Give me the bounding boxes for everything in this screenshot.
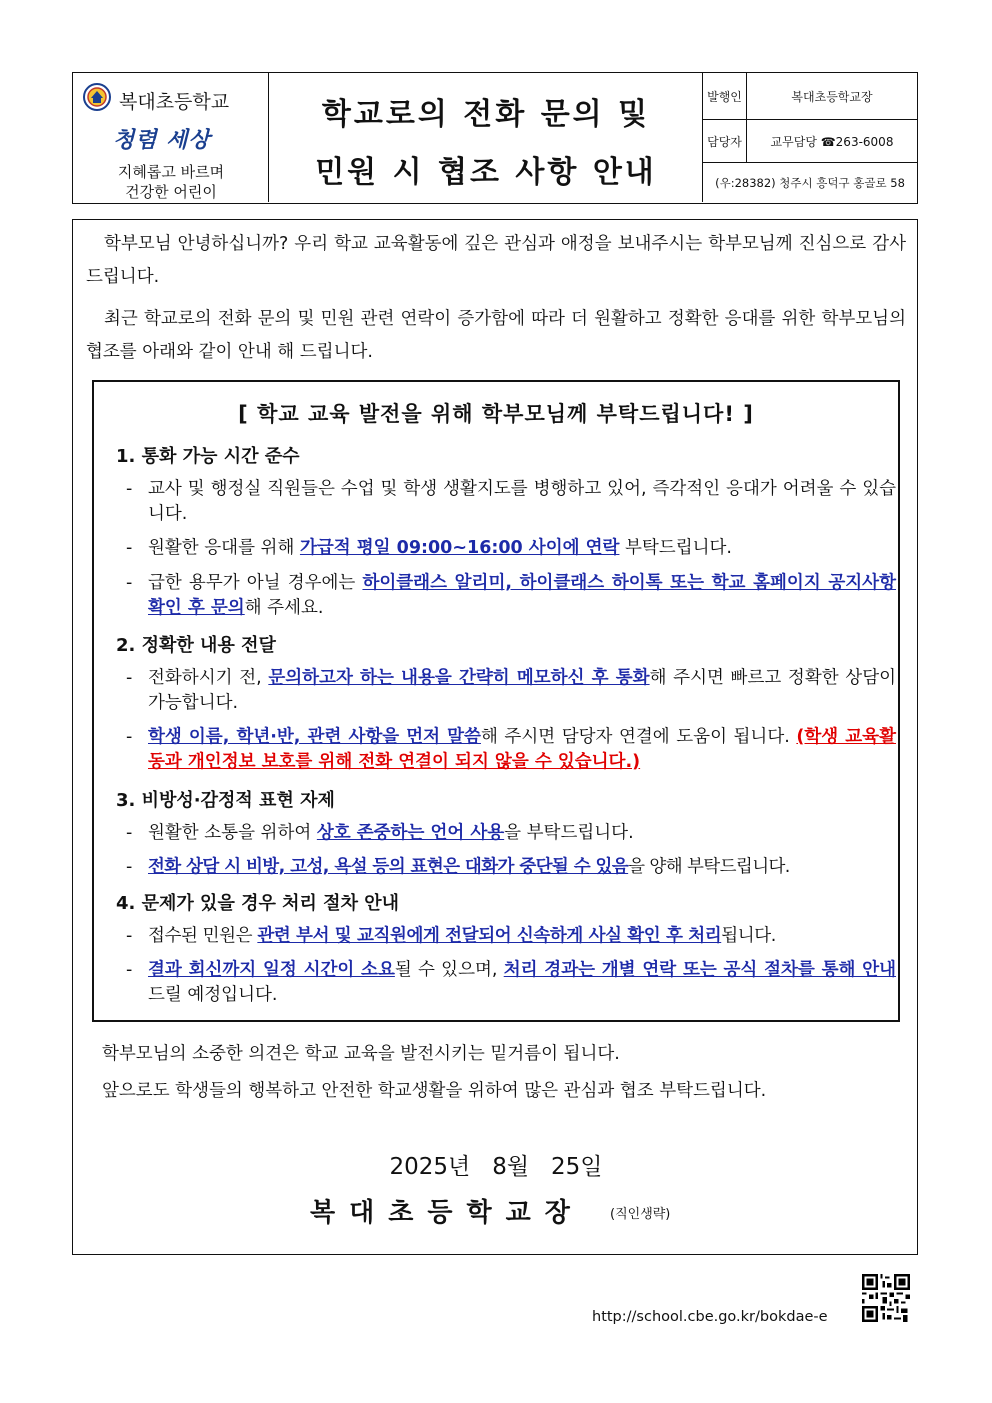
title-cell <box>269 73 703 202</box>
list-item: - 원활한 소통을 위하여 상호 존중하는 언어 사용을 부탁드립니다. <box>126 823 634 843</box>
intro-paragraph-1: 학부모님 안녕하십니까? 우리 학교 교육활동에 깊은 관심과 애정을 보내주시는 학부모님께 진심으로 감사드립니다. <box>86 234 906 287</box>
list-item: - 전화 상담 시 비방, 고성, 욕설 등의 표현은 대화가 중단될 수 있음을 양해 부탁드립니다. <box>126 857 790 877</box>
page-title-line-1: 학교로의 전화 문의 및 <box>321 97 651 132</box>
section-heading-1: 1. 통화 가능 시간 준수 <box>116 446 300 467</box>
address-row <box>703 163 917 202</box>
address: (우:28382) 청주시 흥덕구 홍골로 58 <box>715 175 905 190</box>
highlight-text: 전화 상담 시 비방, 고성, 욕설 등의 표현은 대화가 중단될 수 있음 <box>148 857 629 877</box>
item-text: 교사 및 행정실 직원들은 수업 및 학생 생활지도를 병행하고 있어, 즉각적인 응대가 어려울 수 있습니다. <box>148 479 896 524</box>
list-item: - 학생 이름, 학년·반, 관련 사항을 먼저 말씀해 주시면 담당자 연결에 도움이 됩니다. (학생 교육활동과 개인정보 보호를 위해 전화 연결이 되지 않을 수 있습니다.) <box>126 727 896 772</box>
contact-value: 교무담당 ☎263-6008 <box>770 134 894 149</box>
section-heading-3: 3. 비방성·감정적 표현 자제 <box>116 790 335 811</box>
motto-line-2: 건강한 어린이 <box>125 183 217 201</box>
highlight-text: 처리 경과는 개별 연락 또는 공식 절차를 통해 안내 <box>503 960 897 980</box>
highlight-text: 학생 이름, 학년·반, 관련 사항을 먼저 말씀 <box>148 727 481 747</box>
highlight-text: 결과 회신까지 일정 시간이 소요 <box>148 960 395 980</box>
list-item: - 급한 용무가 아닐 경우에는 하이클래스 알리미, 하이클래스 하이톡 또는 학교 홈페이지 공지사항 확인 후 문의해 주세요. <box>126 573 896 618</box>
highlight-text: 하이클래스 알리미, 하이클래스 하이톡 또는 학교 홈페이지 공지사항 확인 후 문의 <box>148 573 896 618</box>
section-heading-2: 2. 정확한 내용 전달 <box>116 635 276 656</box>
list-item: - 원활한 응대를 위해 가급적 평일 09:00~16:00 사이에 연락 부탁드립니다. <box>126 538 732 558</box>
signer-name: 복대초등학교장 <box>310 1198 584 1228</box>
highlight-text: 관련 부서 및 교직원에게 전달되어 신속하게 사실 확인 후 처리 <box>257 926 722 946</box>
list-item: - 전화하시기 전, 문의하고자 하는 내용을 간략히 메모하신 후 통화해 주시면 빠르고 정확한 상담이 가능합니다. <box>126 668 897 713</box>
list-item: - 접수된 민원은 관련 부서 및 교직원에게 전달되어 신속하게 사실 확인 후 처리됩니다. <box>126 926 776 946</box>
slogan: 청렴 세상 <box>113 127 211 153</box>
motto-line-1: 지혜롭고 바르며 <box>117 163 225 181</box>
publisher-value: 복대초등학교장 <box>791 89 873 104</box>
highlight-text: 가급적 평일 09:00~16:00 사이에 연락 <box>299 538 620 558</box>
notice-title: [ 학교 교육 발전을 위해 학부모님께 부탁드립니다! ] <box>238 402 754 426</box>
page-title-line-2: 민원 시 협조 사항 안내 <box>315 155 657 190</box>
publication-info <box>703 73 917 202</box>
school-homepage-link[interactable]: http://school.cbe.go.kr/bokdae-e <box>592 1309 828 1325</box>
contact-label: 담당자 <box>703 120 747 162</box>
notice-box <box>92 380 900 1022</box>
highlight-text: 상호 존중하는 언어 사용 <box>316 823 505 843</box>
publisher-label: 발행인 <box>703 73 747 119</box>
school-name: 복대초등학교 <box>119 91 230 113</box>
list-item: - 교사 및 행정실 직원들은 수업 및 학생 생활지도를 병행하고 있어, 즉각적인 응대가 어려울 수 있습니다. <box>126 477 896 527</box>
seal-note: (직인생략) <box>610 1207 671 1222</box>
closing-line-1: 학부모님의 소중한 의견은 학교 교육을 발전시키는 밑거름이 됩니다. <box>102 1044 620 1064</box>
closing-line-2: 앞으로도 학생들의 행복하고 안전한 학교생활을 위하여 많은 관심과 협조 부탁드립니다. <box>102 1081 767 1101</box>
school-emblem-icon <box>83 83 111 111</box>
header <box>72 72 918 204</box>
school-info-cell <box>73 73 269 202</box>
contact-row <box>703 120 917 163</box>
privacy-warning: (학생 교육활동과 개인정보 보호를 위해 전화 연결이 되지 않을 수 있습니다.) <box>148 727 896 772</box>
publisher-row <box>703 73 917 120</box>
intro-paragraph-2: 최근 학교로의 전화 문의 및 민원 관련 연락이 증가함에 따라 더 원활하고 정확한 응대를 위한 학부모님의 협조를 아래와 같이 안내 해 드립니다. <box>86 309 906 362</box>
qr-code-icon[interactable] <box>862 1274 910 1322</box>
highlight-text: 문의하고자 하는 내용을 간략히 메모하신 후 통화 <box>268 668 650 688</box>
section-heading-4: 4. 문제가 있을 경우 처리 절차 안내 <box>116 893 400 914</box>
issue-date: 2025년 8월 25일 <box>389 1154 603 1180</box>
list-item: - 결과 회신까지 일정 시간이 소요될 수 있으며, 처리 경과는 개별 연락 또는 공식 절차를 통해 안내 드릴 예정입니다. <box>126 960 897 1005</box>
